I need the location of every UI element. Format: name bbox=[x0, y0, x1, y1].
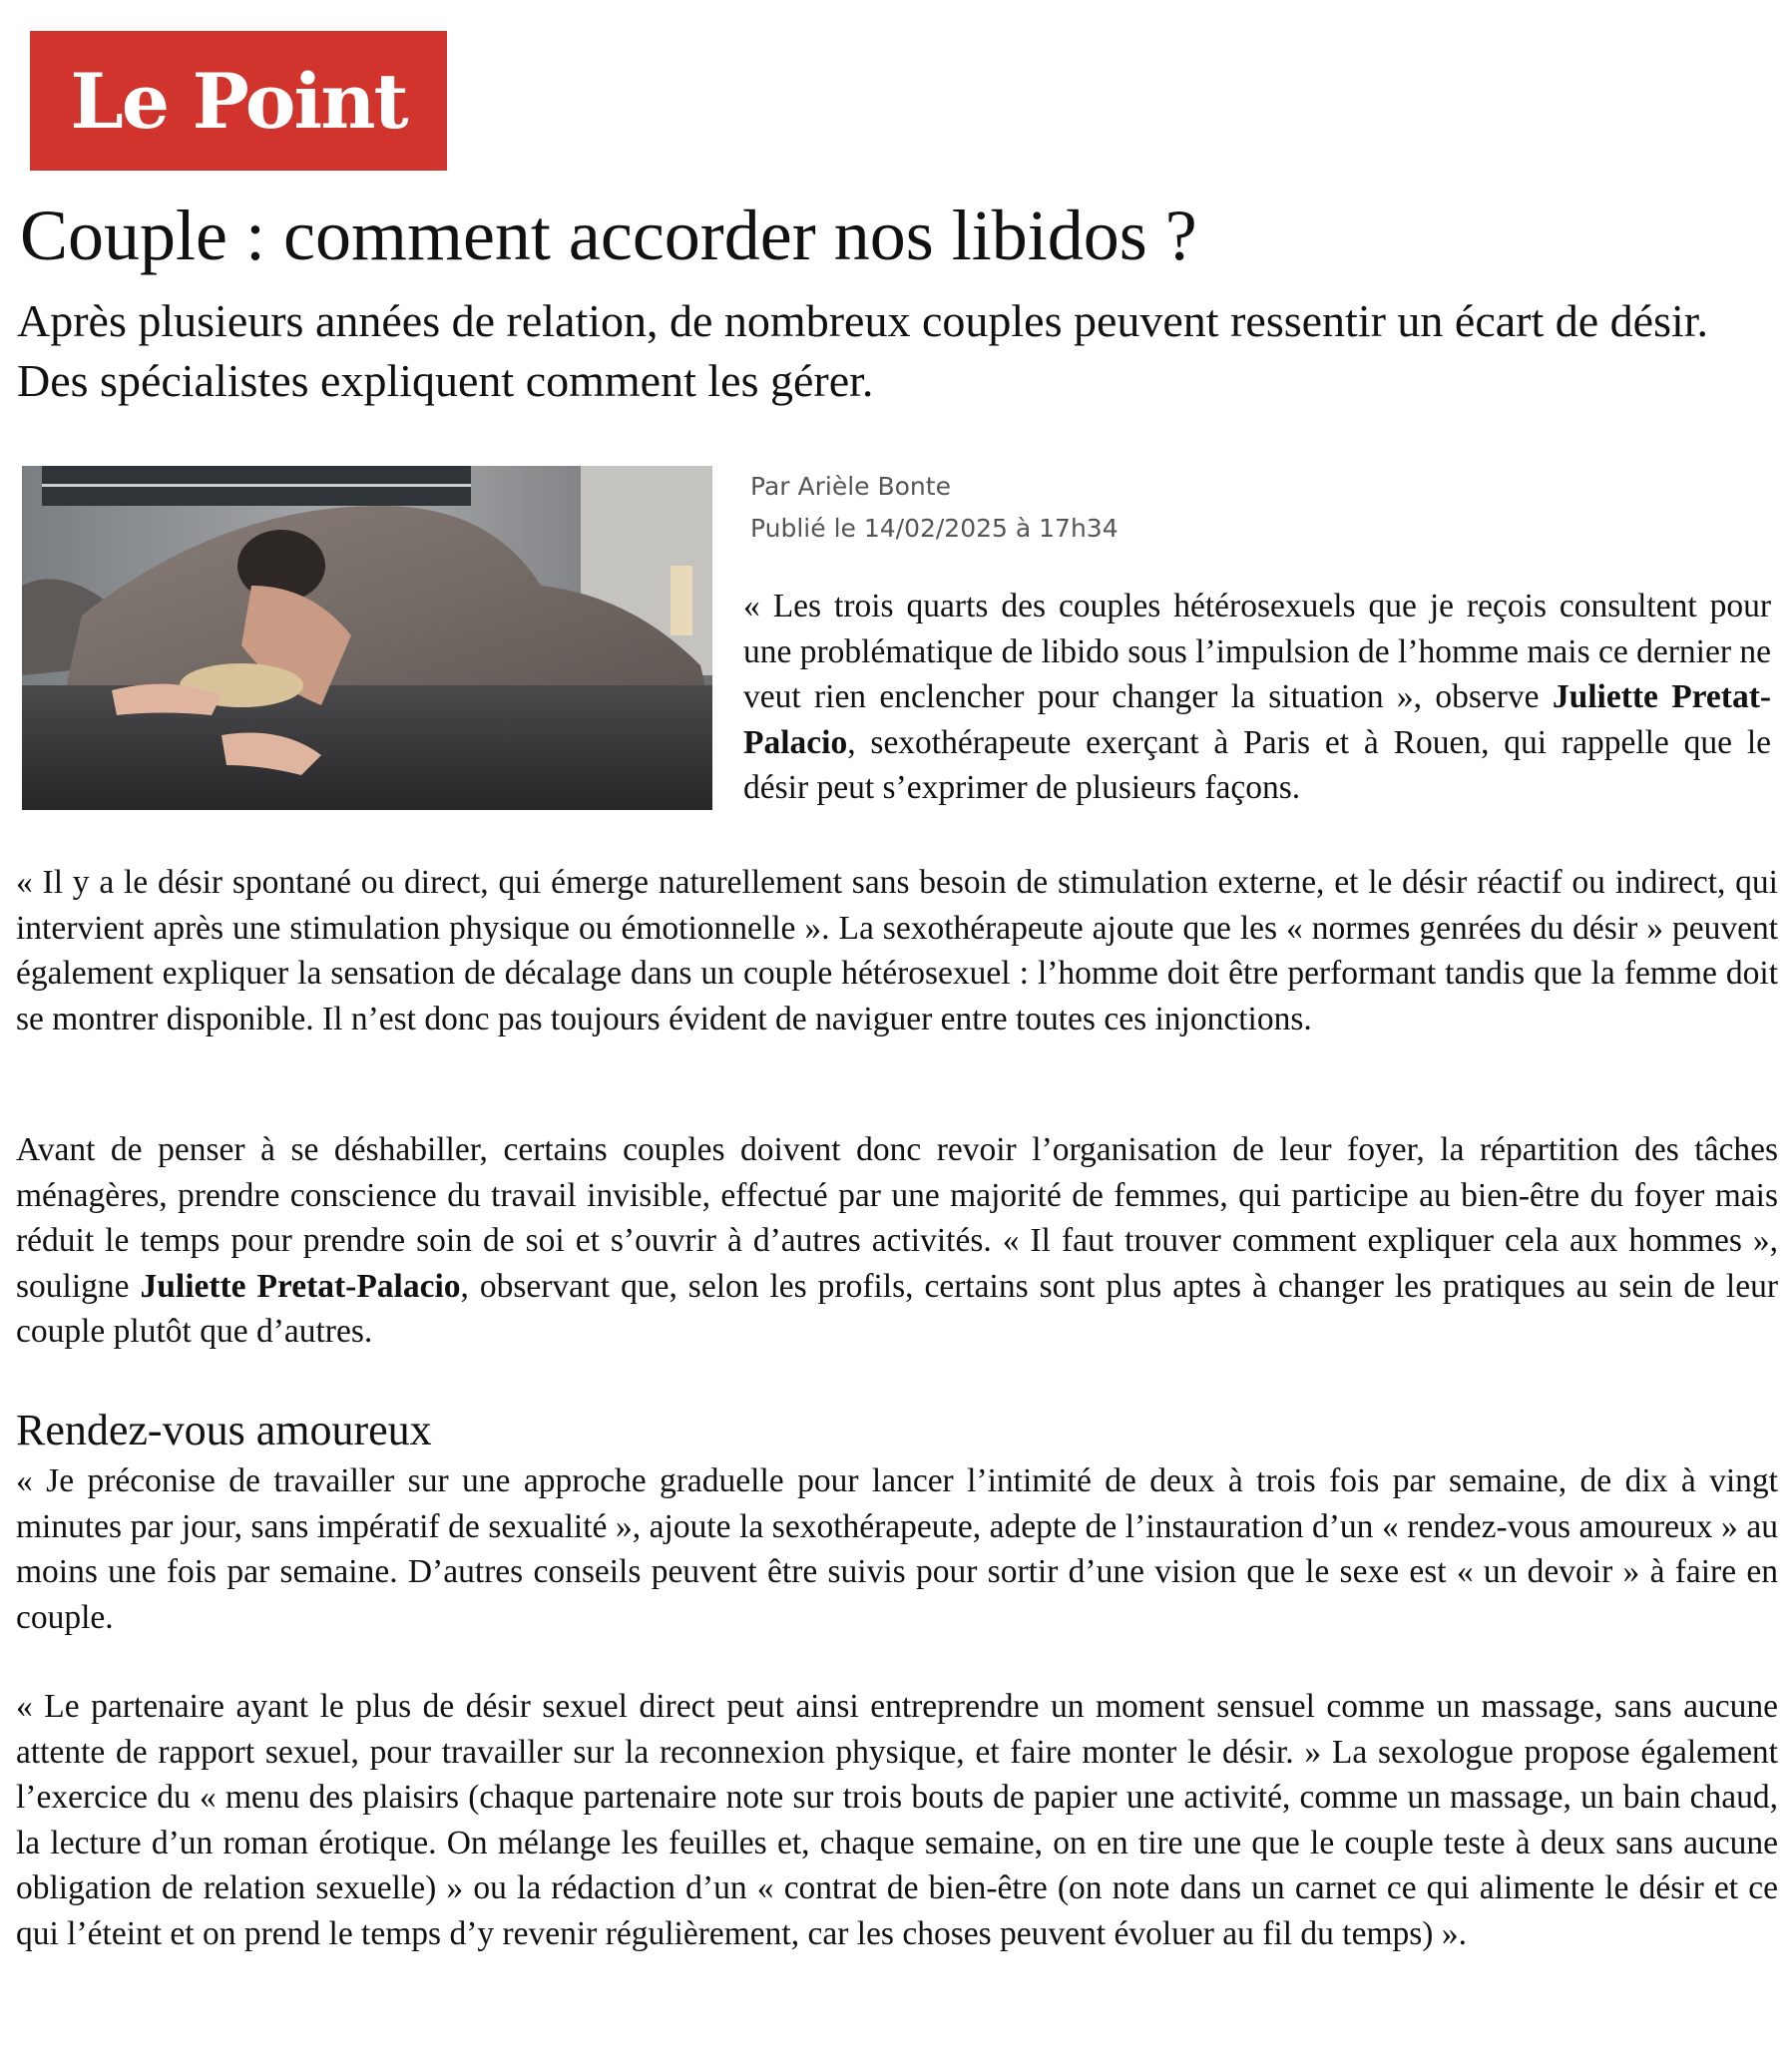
le-point-logo[interactable]: Le Point bbox=[30, 31, 447, 171]
paragraph-3-start: Avant de penser à se déshabiller, certains couples doivent donc revoir l’organisation de leur foyer, la répartition des tâches ménagères, prendre conscience du travail invisible, effectué par une majorité de femmes, qui participe au bien-être du foyer mais réduit le temps pour prendre soin de soi et s’ouvrir à d’autres activités. « Il faut trouver comment expliquer cela aux hommes », souligne bbox=[16, 1131, 1778, 1305]
paragraph-1-start: « Les trois quarts des couples hétérosexuels que je reçois consultent pour une problématique de libido sous l’impulsion de l’homme mais ce dernier ne veut rien enclencher pour changer la situation », observe bbox=[743, 588, 1771, 715]
article-title: Couple : comment accorder nos libidos ? bbox=[20, 196, 1197, 275]
paragraph-5: « Le partenaire ayant le plus de désir sexuel direct peut ainsi entreprendre un moment sensuel comme un massage, sans aucune attente de rapport sexuel, pour travailler sur la reconnexion physique, et faire monter le désir. » La sexologue propose également l’exercice du « menu des plaisirs (chaque partenaire note sur trois bouts de papier une activité, comme un massage, un bain chaud, la lecture d’un roman érotique. On mélange les feuilles et, chaque semaine, on en tire une que le couple teste à deux sans aucune obligation de relation sexuelle) » ou la rédaction d’un « contrat de bien-être (on note dans un carnet ce qui alimente le désir et ce qui l’éteint et on prend le temps d’y revenir régulièrement, car les choses peuvent évoluer au fil du temps) ». bbox=[16, 1688, 1778, 1952]
author-name[interactable]: Par Arièle Bonte bbox=[750, 472, 951, 501]
couple-bed-photo-illustration bbox=[22, 466, 712, 810]
section-heading: Rendez-vous amoureux bbox=[16, 1406, 432, 1454]
paragraph-3-end: , observant que, selon les profils, certains sont plus aptes à changer les pratiques au sein de leur couple plutôt que d’autres. bbox=[16, 1267, 1778, 1350]
paragraph-2: « Il y a le désir spontané ou direct, qui émerge naturellement sans besoin de stimulation externe, et le désir réactif ou indirect, qui intervient après une stimulation physique ou émotionnelle ». La sexothérapeute ajoute que les « normes genrées du désir » peuvent également expliquer la sensation de décalage dans un couple hétérosexuel : l’homme doit être performant tandis que la femme doit se montrer disponible. Il n’est donc pas toujours évident de naviguer entre toutes ces injonctions. bbox=[16, 864, 1778, 1037]
paragraph-4: « Je préconise de travailler sur une approche graduelle pour lancer l’intimité de deux à trois fois par semaine, de dix à vingt minutes par jour, sans impératif de sexualité », ajoute la sexothérapeute, adepte de l’instauration d’un « rendez-vous amoureux » au moins une fois par semaine. D’autres conseils peuvent être suivis pour sortir d’une vision que le sexe est « un devoir » à faire en couple. bbox=[16, 1462, 1778, 1636]
publish-date: Publié le 14/02/2025 à 17h34 bbox=[750, 514, 1119, 543]
paragraph-1 bbox=[743, 584, 1771, 811]
expert-name: Juliette Pretat-Palacio bbox=[140, 1267, 461, 1305]
paragraph-3 bbox=[16, 1127, 1778, 1355]
article-lead: Après plusieurs années de relation, de nombreux couples peuvent ressentir un écart de désir. Des spécialistes expliquent comment les gérer. bbox=[17, 295, 1709, 406]
article-photo bbox=[22, 466, 712, 810]
byline bbox=[750, 466, 1119, 550]
expert-name: Juliette Pretat-Palacio bbox=[743, 678, 1772, 761]
paragraph-1-end: , sexothérapeute exerçant à Paris et à Rouen, qui rappelle que le désir peut s’exprimer de plusieurs façons. bbox=[743, 723, 1771, 806]
